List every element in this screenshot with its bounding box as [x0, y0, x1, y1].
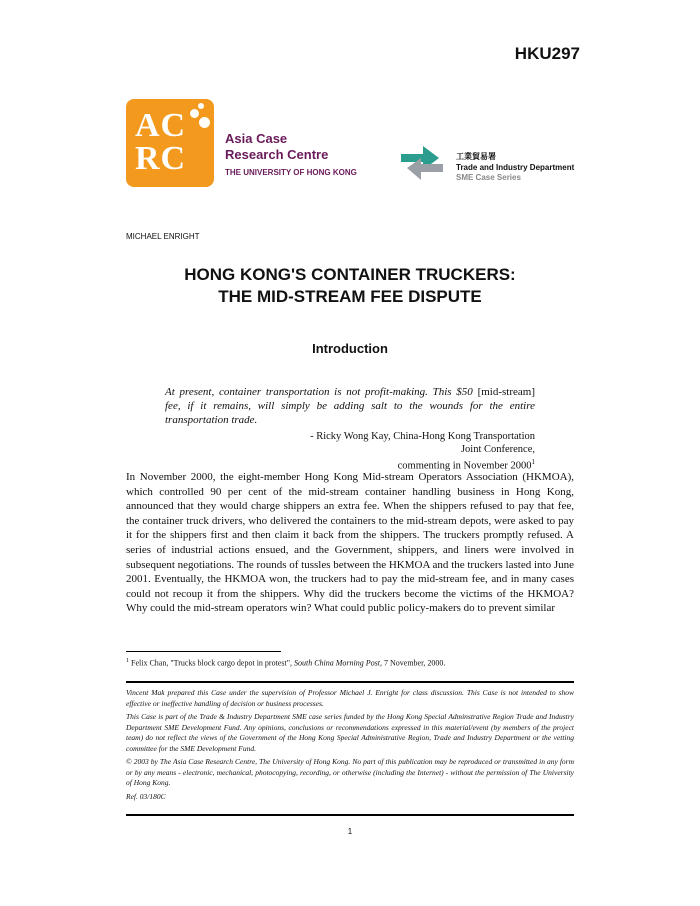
note-copyright: © 2003 by The Asia Case Research Centre, The University of Hong Kong. No part of this publication may be reproduced or transmitted in any form or by any means - electronic, mechanical, photocopying, recording, or otherwise (including the Internet) - without the permission of The University of Hong Kong.	[126, 757, 574, 787]
epigraph-quote	[165, 385, 535, 427]
acrc-name-line1: Asia Case	[225, 131, 288, 146]
document-title	[120, 264, 580, 308]
tid-series: SME Case Series	[456, 173, 521, 182]
logo-dot	[198, 103, 204, 109]
acrc-university: THE UNIVERSITY OF HONG KONG	[225, 168, 357, 177]
footnote-source: South China Morning Post	[293, 658, 380, 668]
acrc-logo	[126, 99, 214, 187]
case-notes	[126, 688, 574, 805]
acrc-name-line2: Research Centre	[225, 147, 329, 162]
title-line2: THE MID-STREAM FEE DISPUTE	[218, 287, 482, 306]
title-line1: HONG KONG'S CONTAINER TRUCKERS:	[184, 265, 516, 284]
footnote-rule	[126, 651, 281, 652]
logo-dot	[199, 117, 210, 128]
footnote	[126, 656, 574, 669]
footnote-ref: 1	[531, 458, 535, 466]
quote-part3: fee, if it remains, will simply be adding salt to the wounds for the entire transportation trade.	[165, 400, 535, 426]
tid-name: Trade and Industry Department	[456, 163, 575, 172]
notes-rule-top	[126, 681, 574, 683]
acrc-name	[225, 131, 380, 177]
attribution-line1: - Ricky Wong Kay, China-Hong Kong Transportation Joint Conference,	[310, 431, 535, 455]
body-paragraph: In November 2000, the eight-member Hong Kong Mid-stream Operators Association (HKMOA), which controlled 90 per cent of the mid-stream container handling business in Hong Kong, announced that they would charge shippers an extra fee. When the shippers refused to pay that fee, the container truck drivers, who delivered the containers to the mid-stream depots, were asked to pay it for the shippers first and then claim it back from the shippers. The truckers promptly refused. A series of industrial actions ensued, and the Government, shippers, and liners were involved in subsequent negotiations. The rounds of tussles between the HKMOA and the truckers lasted into June 2001. Eventually, the HKMOA won, the truckers had to pay the mid-stream fee, and in many cases could not recoup it from the shippers. Why did the truckers become the victims of the HKMOA? Why could the mid-stream operators win? What could public policy-makers do to prevent similar	[126, 471, 574, 615]
case-id: HKU297	[514, 44, 580, 63]
acrc-logo-letters: AC RC	[135, 107, 187, 177]
footnote-text-before: Felix Chan, "Trucks block cargo depot in protest",	[129, 658, 294, 668]
quote-attribution	[300, 430, 535, 473]
footnote-text-after: , 7 November, 2000.	[379, 658, 446, 668]
page-number: 1	[347, 827, 353, 836]
section-heading: Introduction	[312, 341, 388, 356]
logo-dot	[190, 109, 199, 118]
author: MICHAEL ENRIGHT	[126, 232, 200, 241]
quote-insertion: [mid-stream]	[477, 386, 535, 398]
quote-part1: At present, container transportation is not profit-making. This $50	[165, 386, 478, 398]
attribution-line2: commenting in November 2000	[397, 460, 532, 472]
tid-branding	[456, 151, 586, 183]
note-preparation: Vincent Mak prepared this Case under the supervision of Professor Michael J. Enright for class discussion. This Case is not intended to show effective or ineffective handling of decision or business processes.	[126, 688, 574, 708]
footnote-number: 1	[126, 658, 129, 664]
note-reference: Ref. 03/180C	[126, 791, 166, 801]
note-funding: This Case is part of the Trade & Industry Department SME case series funded by the Hong Kong Special Adminstrative Region Trade and Industry Department SME Development Fund. Any opinions, conclusions or recommendations expressed in this material/event (by members of the project team) do not reflect the views of the Government of the Hong Kong Special Administrative Region, Trade and Industry Department or the vetting committee for the SME Development Fund.	[126, 712, 574, 753]
tid-chinese-name: 工業貿易署	[456, 152, 496, 161]
tid-arrows-icon	[397, 134, 447, 184]
notes-rule-bottom	[126, 814, 574, 816]
